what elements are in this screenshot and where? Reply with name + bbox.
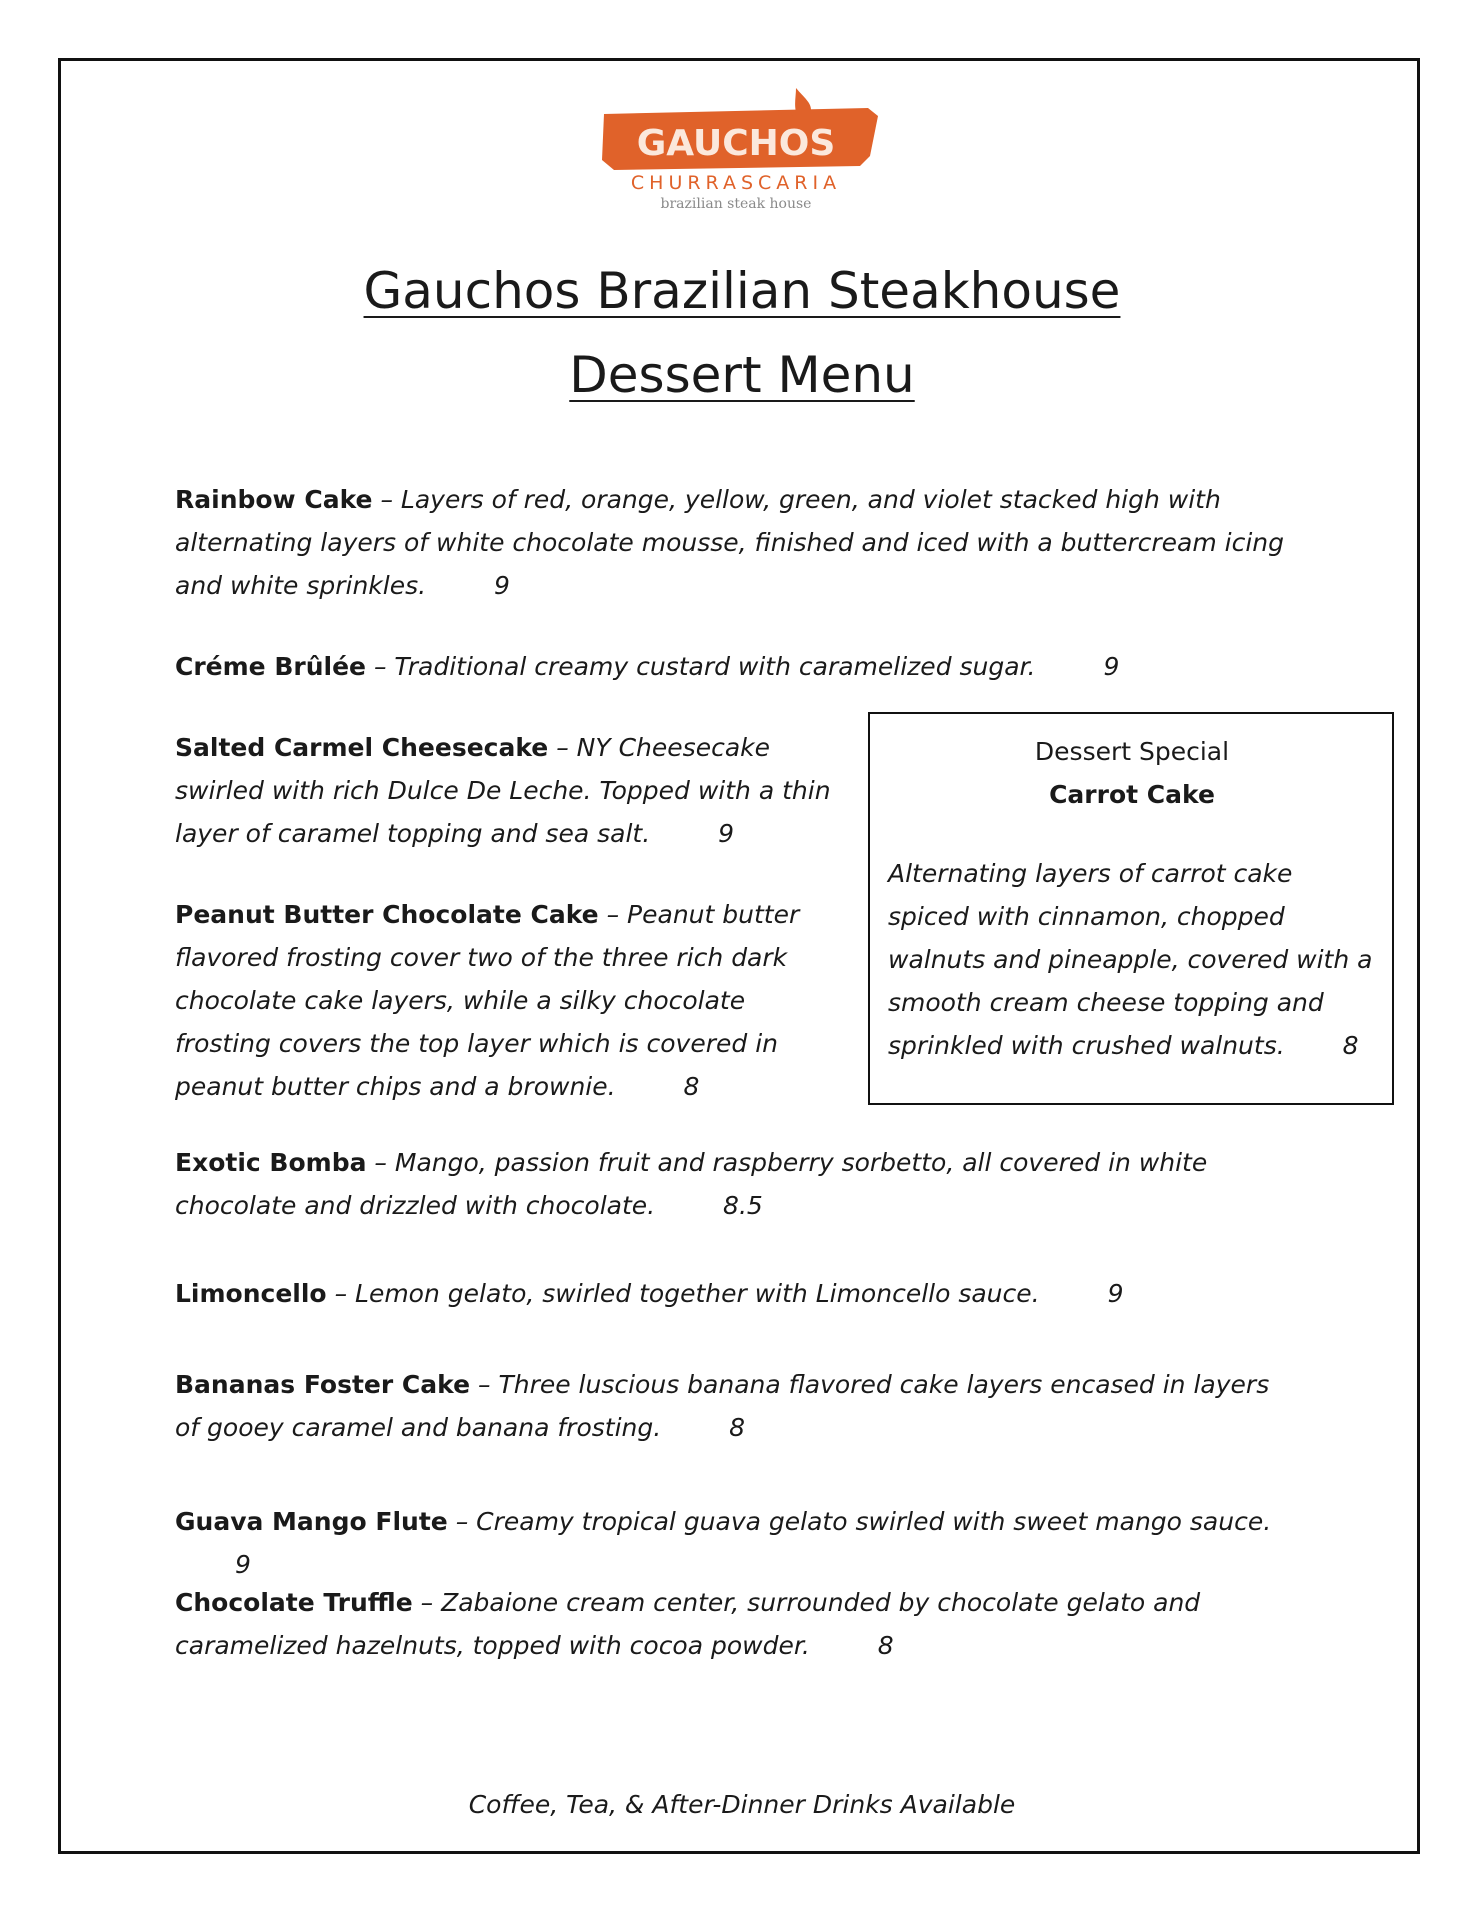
item-description: – NY Cheesecake swirled with rich Dulce De Leche. Topped with a thin layer of caramel topping and sea salt. xyxy=(175,733,831,848)
item-price: 8 xyxy=(729,1413,746,1442)
item-price: 8 xyxy=(877,1631,894,1660)
item-name: Peanut Butter Chocolate Cake xyxy=(175,900,599,929)
special-description: Alternating layers of carrot cake spiced with cinnamon, chopped walnuts and pineapple, covered with a smooth cream cheese topping and sprinkled with crushed walnuts. xyxy=(888,859,1373,1060)
special-heading: Dessert Special xyxy=(1034,737,1230,766)
logo-graphic xyxy=(600,86,884,214)
item-name: Créme Brûlée xyxy=(175,652,367,681)
item-price: 8.5 xyxy=(723,1191,763,1220)
item-name: Chocolate Truffle xyxy=(175,1588,413,1617)
menu-item xyxy=(175,1581,1255,1667)
menu-item xyxy=(175,1272,1285,1315)
logo-tagline: brazilian steak house xyxy=(660,196,812,212)
item-price: 9 xyxy=(235,1550,251,1579)
menu-item xyxy=(175,726,845,855)
item-name: Salted Carmel Cheesecake xyxy=(175,733,549,762)
gauchos-logo xyxy=(600,86,884,214)
logo-line2: CHURRASCARIA xyxy=(630,172,842,194)
special-body xyxy=(888,852,1376,1067)
item-name: Exotic Bomba xyxy=(175,1148,367,1177)
dessert-special-box xyxy=(868,712,1394,1105)
page-title: Gauchos Brazilian Steakhouse xyxy=(363,262,1121,320)
item-name: Limoncello xyxy=(175,1279,327,1308)
logo-brand: GAUCHOS xyxy=(636,123,836,164)
item-description: – Traditional creamy custard with caramelized sugar. xyxy=(373,652,1036,681)
item-price: 9 xyxy=(1107,1279,1124,1308)
item-description: – Peanut butter flavored frosting cover two of the three rich dark chocolate cake layers, while a silky chocolate frosting covers the top layer which is covered in peanut butter chips and a brownie. xyxy=(175,900,800,1101)
menu-item xyxy=(175,1500,1355,1586)
item-price: 9 xyxy=(718,819,734,848)
special-price: 8 xyxy=(1342,1031,1359,1060)
item-description: – Three luscious banana flavored cake layers encased in layers of gooey caramel and banana frosting. xyxy=(175,1370,1270,1442)
item-price: 9 xyxy=(494,571,510,600)
menu-item xyxy=(175,1363,1285,1449)
item-name: Guava Mango Flute xyxy=(175,1507,448,1536)
menu-item xyxy=(175,893,845,1108)
item-description: – Creamy tropical guava gelato swirled with sweet mango sauce. xyxy=(455,1507,1272,1536)
item-description: – Layers of red, orange, yellow, green, and violet stacked high with alternating layers of white chocolate mousse, finished and iced with a buttercream icing and white sprinkles. xyxy=(175,485,1285,600)
item-price: 8 xyxy=(683,1072,700,1101)
item-name: Rainbow Cake xyxy=(175,485,373,514)
menu-item xyxy=(175,645,1285,688)
item-description: – Mango, passion fruit and raspberry sorbetto, all covered in white chocolate and drizzled with chocolate. xyxy=(175,1148,1208,1220)
menu-item xyxy=(175,1141,1255,1227)
menu-item xyxy=(175,478,1285,607)
item-description: – Lemon gelato, swirled together with Limoncello sauce. xyxy=(334,1279,1040,1308)
item-description: – Zabaione cream center, surrounded by chocolate gelato and caramelized hazelnuts, topped with cocoa powder. xyxy=(175,1588,1201,1660)
page-subtitle: Dessert Menu xyxy=(569,346,915,404)
special-name: Carrot Cake xyxy=(1049,780,1215,809)
footer-note: Coffee, Tea, & After-Dinner Drinks Available xyxy=(468,1790,1016,1819)
item-name: Bananas Foster Cake xyxy=(175,1370,471,1399)
item-price: 9 xyxy=(1103,652,1120,681)
